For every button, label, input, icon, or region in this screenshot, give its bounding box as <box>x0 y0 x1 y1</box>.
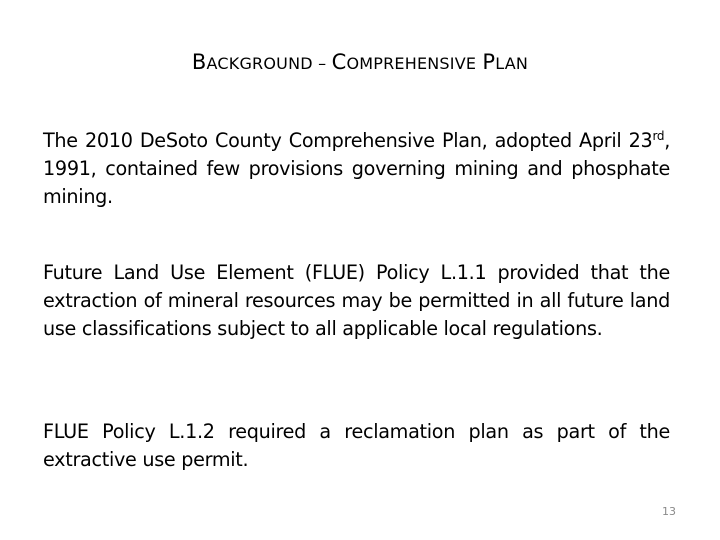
paragraph-flue-policy-l11: Future Land Use Element (FLUE) Policy L.1.1 provided that the extraction of mineral resources may be permitted in all future land use classifications subject to all applicable local regulations. <box>43 261 670 340</box>
title-word-comprehensive: OMPREHENSIVE <box>346 54 477 73</box>
title-word-plan: LAN <box>495 54 529 73</box>
slide-title <box>0 50 720 74</box>
title-dash: – <box>312 54 332 73</box>
paragraph-comprehensive-plan <box>43 127 670 211</box>
title-initial-c: C <box>331 50 347 74</box>
paragraph-1-text-a: The 2010 DeSoto County Comprehensive Plan, adopted April 23 <box>43 129 653 152</box>
paragraph-1-ordinal-suffix: rd <box>652 129 665 143</box>
title-initial-p: P <box>482 50 496 74</box>
title-initial-b: B <box>191 50 207 74</box>
paragraph-1-text-b: , 1991, contained few provisions governing mining and phosphate mining. <box>43 129 670 208</box>
paragraph-flue-policy-l12: FLUE Policy L.1.2 required a reclamation plan as part of the extractive use permit. <box>43 420 670 471</box>
title-word-background: ACKGROUND <box>206 54 313 73</box>
page-number: 13 <box>662 505 676 518</box>
